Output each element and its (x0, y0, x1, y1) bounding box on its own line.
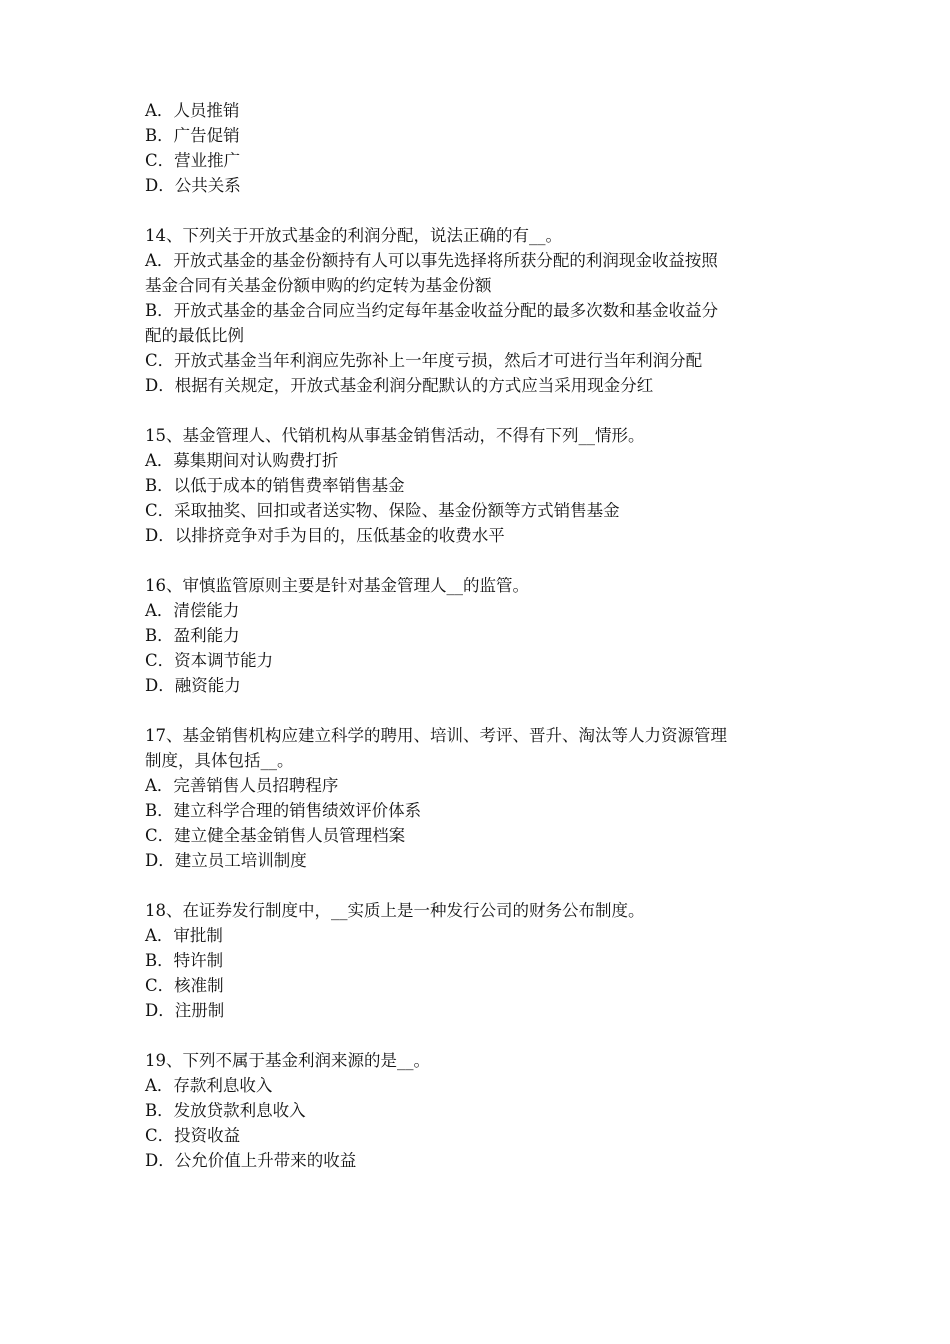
option-line: D．以排挤竞争对手为目的，压低基金的收费水平 (145, 526, 505, 545)
question-stem: 19、下列不属于基金利润来源的是__。 (145, 1051, 430, 1070)
question-stem: 15、基金管理人、代销机构从事基金销售活动，不得有下列__情形。 (145, 426, 645, 445)
question-stem: 17、基金销售机构应建立科学的聘用、培训、考评、晋升、淘汰等人力资源管理 (145, 726, 727, 745)
option-line: D．融资能力 (145, 676, 241, 695)
option-line: A．完善销售人员招聘程序 (145, 776, 339, 795)
option-line: A．清偿能力 (145, 601, 240, 620)
option-line: D．注册制 (145, 1001, 225, 1020)
option-line: D．根据有关规定，开放式基金利润分配默认的方式应当采用现金分红 (145, 376, 654, 395)
option-line: D．公允价值上升带来的收益 (145, 1151, 357, 1170)
option-line: 基金合同有关基金份额申购的约定转为基金份额 (145, 276, 492, 295)
option-line: A．审批制 (145, 926, 223, 945)
option-line: B．特许制 (145, 951, 224, 970)
option-line: B．建立科学合理的销售绩效评价体系 (145, 801, 422, 820)
option-line: C．核准制 (145, 976, 224, 995)
question-18 (145, 898, 825, 1023)
question-stem: 制度，具体包括__。 (145, 751, 294, 770)
option-line: A．募集期间对认购费打折 (145, 451, 339, 470)
question-stem: 14、下列关于开放式基金的利润分配，说法正确的有__。 (145, 226, 562, 245)
question-stem: 16、审慎监管原则主要是针对基金管理人__的监管。 (145, 576, 529, 595)
question-14 (145, 223, 825, 398)
document-page (145, 98, 825, 1198)
question-19 (145, 1048, 825, 1173)
question-13-tail (145, 98, 825, 198)
option-line: D．建立员工培训制度 (145, 851, 307, 870)
option-line: C．采取抽奖、回扣或者送实物、保险、基金份额等方式销售基金 (145, 501, 620, 520)
option-line: B．开放式基金的基金合同应当约定每年基金收益分配的最多次数和基金收益分 (145, 301, 719, 320)
question-16 (145, 573, 825, 698)
question-stem: 18、在证券发行制度中，__实质上是一种发行公司的财务公布制度。 (145, 901, 645, 920)
question-15 (145, 423, 825, 548)
option-line: 配的最低比例 (145, 326, 244, 345)
option-line: A．存款利息收入 (145, 1076, 273, 1095)
option-line: B．以低于成本的销售费率销售基金 (145, 476, 405, 495)
option-line: A．人员推销 (145, 101, 240, 120)
option-line: C．资本调节能力 (145, 651, 274, 670)
option-line: B．盈利能力 (145, 626, 240, 645)
option-line: B．广告促销 (145, 126, 240, 145)
question-17 (145, 723, 825, 873)
option-line: C．建立健全基金销售人员管理档案 (145, 826, 406, 845)
option-line: D．公共关系 (145, 176, 241, 195)
option-line: C．投资收益 (145, 1126, 241, 1145)
option-line: C．营业推广 (145, 151, 241, 170)
option-line: C．开放式基金当年利润应先弥补上一年度亏损，然后才可进行当年利润分配 (145, 351, 703, 370)
option-line: B．发放贷款利息收入 (145, 1101, 306, 1120)
option-line: A．开放式基金的基金份额持有人可以事先选择将所获分配的利润现金收益按照 (145, 251, 718, 270)
